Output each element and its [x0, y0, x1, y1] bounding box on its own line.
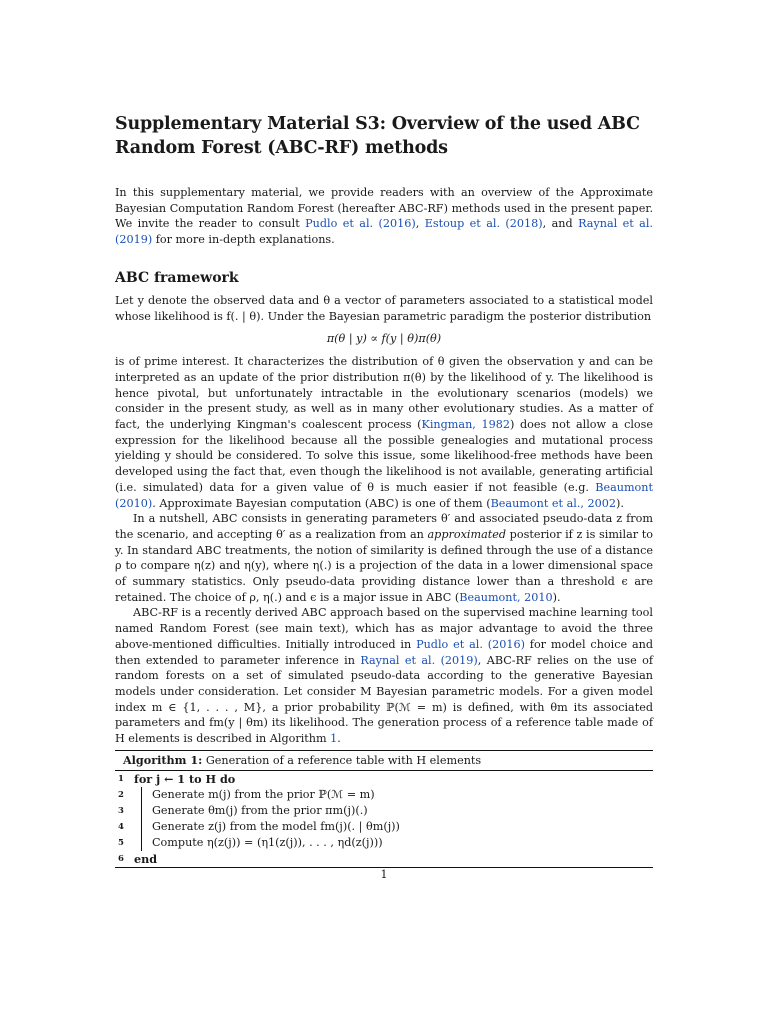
- citation-link[interactable]: Pudlo et al. (2016): [305, 217, 416, 231]
- citation-link[interactable]: Raynal et al. (2019): [115, 217, 653, 247]
- citation-link[interactable]: Beaumont, 2010: [459, 590, 553, 604]
- section-heading: ABC framework: [115, 269, 239, 286]
- page-content: [115, 112, 653, 868]
- paragraph-likelihood: is of prime interest. It characterizes the distribution of θ given the observation y and can be interpreted as an update of the prior distribution π(θ) by the likelihood of y. The likelihood is hence pivotal, but unfortunately intractable in the evolutionary scenarios (models) we consider in the present study, as well as in many other evolutionary studies. As a matter of fact, the underlying Kingman's coalescent process (Kingman, 1982) does not allow a close expression for the likelihood because all the possible genealogies and mutational process yielding y should be considered. To solve this issue, some likelihood-free methods have been developed using the fact that, even though the likelihood is not available, generating artificial (i.e. simulated) data for a given value of θ is much easier if not feasible (e.g. Beaumont (2010). Approximate Bayesian computation (ABC) is one of them (Beaumont et al., 2002).: [115, 355, 654, 510]
- algorithm-box: [115, 750, 653, 868]
- paragraph-abc-rf: ABC-RF is a recently derived ABC approach based on the supervised machine learning tool named Random Forest (see main text), which has as major advantage to avoid the three above-mentioned difficulties. Initially introduced in Pudlo et al. (2016) for model choice and then extended to parameter inference in Raynal et al. (2019), ABC-RF relies on the use of random forests on a set of simulated pseudo-data according to the generative Bayesian models under consideration. Let consider M Bayesian parametric models. For a given model index m ∈ {1, . . . , M}, a prior probability ℙ(ℳ = m) is defined, with θm its associated parameters and fm(y | θm) its likelihood. The generation process of a reference table made of H elements is described in Algorithm 1.: [115, 606, 653, 746]
- paragraph-abc-nutshell: In a nutshell, ABC consists in generating parameters θ′ and associated pseudo-data z from the scenario, and accepting θ′ as a realization from an approximated posterior if z is similar to y. In standard ABC treatments, the notion of similarity is defined through the use of a distance ρ to compare η(z) and η(y), where η(.) is a projection of the data in a lower dimensional space of summary statistics. Only pseudo-data providing distance lower than a threshold ϵ are retained. The choice of ρ, η(.) and ϵ is a major issue in ABC (Beaumont, 2010).: [115, 512, 653, 604]
- paragraph-definitions: Let y denote the observed data and θ a vector of parameters associated to a statistical model whose likelihood is f(. | θ). Under the Bayesian parametric paradigm the posterior distribution: [115, 293, 653, 323]
- page-title: Supplementary Material S3: Overview of the used ABC Random Forest (ABC-RF) methods: [115, 114, 640, 158]
- algorithm-link[interactable]: 1: [330, 732, 338, 746]
- citation-link[interactable]: Beaumont (2010): [115, 480, 653, 510]
- algorithm-line: 1 for j ← 1 to H do: [118, 771, 236, 786]
- algorithm-line: 2 Generate m(j) from the prior ℙ(ℳ = m): [115, 787, 653, 803]
- page-number: 1: [380, 868, 388, 881]
- citation-link[interactable]: Raynal et al. (2019): [360, 653, 478, 667]
- citation-link[interactable]: Beaumont et al., 2002: [490, 496, 616, 510]
- algorithm-line: 4 Generate z(j) from the model fm(j)(. | θm(j)): [115, 819, 653, 835]
- citation-link[interactable]: Kingman, 1982: [421, 418, 510, 432]
- citation-link[interactable]: Pudlo et al. (2016): [416, 637, 525, 651]
- intro-paragraph: In this supplementary material, we provide readers with an overview of the Approximate Bayesian Computation Random Forest (hereafter ABC-RF) methods used in the present paper. We invite the reader to consult Pudlo et al. (2016), Estoup et al. (2018), and Raynal et al. (2019) for more in-depth explanations.: [115, 186, 653, 247]
- citation-link[interactable]: Estoup et al. (2018): [424, 217, 543, 231]
- algorithm-line: 3 Generate θm(j) from the prior πm(j)(.): [115, 803, 653, 819]
- posterior-equation: π(θ | y) ∝ f(y | θ)π(θ): [326, 332, 442, 346]
- algorithm-caption: Algorithm 1: Generation of a reference table with H elements: [115, 751, 653, 771]
- algorithm-line: 6 end: [118, 851, 158, 866]
- algorithm-line: 5 Compute η(z(j)) = (η1(z(j)), . . . , ηd(z(j))): [115, 835, 653, 851]
